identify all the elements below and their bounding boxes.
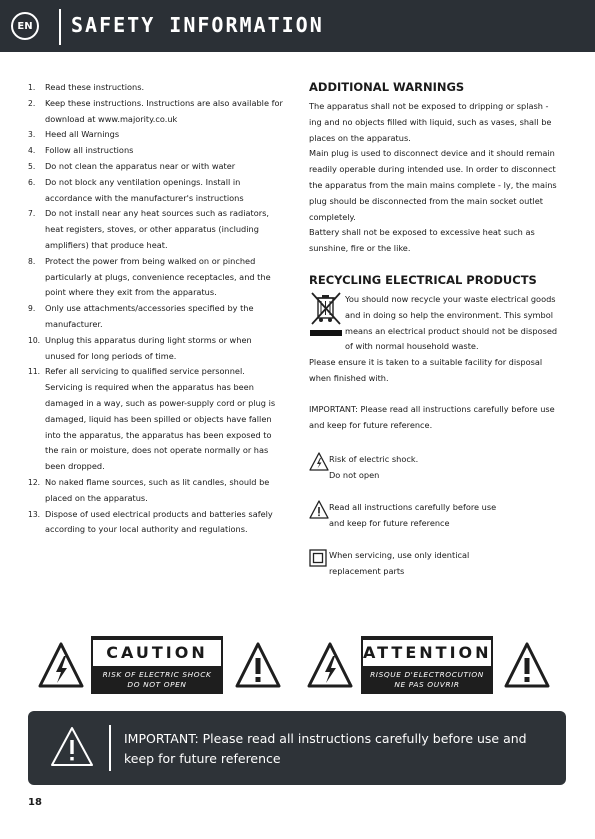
recycling-heading: RECYCLING ELECTRICAL PRODUCTS: [309, 273, 537, 287]
caution-subtext: RISK OF ELECTRIC SHOCK DO NOT OPEN: [102, 670, 212, 689]
list-item: 9. Only use attachments/accessories specified by the manufacturer.: [28, 303, 254, 329]
important-label: IMPORTANT:: [309, 404, 358, 414]
symbol-text: When servicing, use only identical replacement parts: [329, 550, 470, 576]
lightning-warning-icon: [309, 452, 329, 472]
list-item: 7. Do not install near any heat sources such as radiators, heat registers, stoves, or other apparatus (including amplifiers) that produce heat.: [28, 208, 269, 250]
banner-divider: [109, 725, 111, 771]
lightning-triangle-icon: [38, 636, 84, 698]
attention-label: [361, 636, 493, 694]
lightning-triangle-icon: [307, 636, 353, 698]
symbol-text: Risk of electric shock. Do not open: [329, 454, 419, 480]
recycling-text-2: Please ensure it is taken to a suitable facility for disposal when finished with.: [309, 357, 543, 383]
page-number: 18: [28, 797, 42, 808]
important-text: Please read all instructions carefully before use and keep for future reference.: [309, 404, 555, 430]
list-item: 10. Unplug this apparatus during light storms or when unused for long periods of time.: [28, 334, 252, 361]
attention-title: ATTENTION: [361, 638, 493, 668]
list-item: 4. Follow all instructions: [28, 145, 134, 156]
recycling-text: You should now recycle your waste electrical goods and in doing so help the environment. This symbol means an electrical product should not be disposed of with normal household waste.: [345, 294, 558, 352]
list-item: 6. Do not block any ventilation openings. Install in accordance with the manufacturer's instructions: [28, 176, 244, 203]
list-item: 3. Heed all Warnings: [28, 129, 120, 140]
additional-warnings: [309, 80, 559, 257]
attention-subtext: RISQUE D'ELECTROCUTION NE PAS OUVRIR: [370, 670, 484, 689]
symbol-row: [309, 500, 559, 532]
list-item: 2. Keep these instructions. Instructions are also available for download at www.majority.co.uk: [28, 97, 283, 124]
additional-warnings-heading: ADDITIONAL WARNINGS: [309, 80, 465, 94]
additional-p3: Battery shall not be exposed to excessive heat such as sunshine, fire or the like.: [309, 227, 535, 254]
additional-p1: The apparatus shall not be exposed to dripping or splash - ing and no objects filled with liquid, such as vases, shall be places on the apparatus.: [309, 101, 552, 143]
exclamation-warning-icon: [309, 500, 329, 520]
recycling-section: [309, 273, 559, 387]
recycling-row: [309, 292, 559, 355]
list-item: 11. Refer all servicing to qualified service personnel. Servicing is required when the apparatus has been damaged in a way, such as power-supply cord or plug is damaged, liquid has been spilled or objects have fallen into the apparatus, the apparatus has been exposed to the rain or moisture, does not operate normally or has been dropped.: [28, 366, 276, 472]
caution-title: CAUTION: [91, 638, 223, 668]
additional-p2: Main plug is used to disconnect device and it should remain readily operable during intended use. In order to disconnect the apparatus from the main mains complete - ly, the mains plug should be disconnected from the main socket outlet completely.: [309, 148, 557, 222]
symbol-text: Read all instructions carefully before use and keep for future reference: [329, 502, 497, 528]
exclamation-warning-icon: [50, 725, 94, 773]
symbol-row: [309, 548, 559, 580]
list-item: 12. No naked flame sources, such as lit candles, should be placed on the apparatus.: [28, 476, 270, 503]
page-title: SAFETY INFORMATION: [71, 13, 324, 37]
list-item: 5. Do not clean the apparatus near or with water: [28, 160, 236, 171]
double-square-icon: [309, 548, 329, 568]
caution-label: [91, 636, 223, 694]
banner-text: IMPORTANT: Please read all instructions carefully before use and keep for future reference: [124, 731, 527, 766]
important-note: [309, 402, 559, 434]
header-divider: [59, 9, 61, 45]
page-header: [0, 0, 595, 52]
language-badge: EN: [11, 12, 39, 40]
list-item: 1. Read these instructions.: [28, 82, 145, 92]
instructions-list: [28, 80, 283, 538]
list-item: 13. Dispose of used electrical products and batteries safely according to your local authority and regulations.: [28, 508, 273, 535]
exclamation-triangle-icon: [504, 636, 550, 698]
list-item: 8. Protect the power from being walked on or pinched particularly at plugs, convenience receptacles, and the point where they exit from the apparatus.: [28, 255, 271, 298]
exclamation-triangle-icon: [235, 636, 281, 698]
crossed-bin-icon: [309, 292, 343, 338]
symbol-row: [309, 452, 559, 484]
important-banner: [28, 711, 566, 785]
